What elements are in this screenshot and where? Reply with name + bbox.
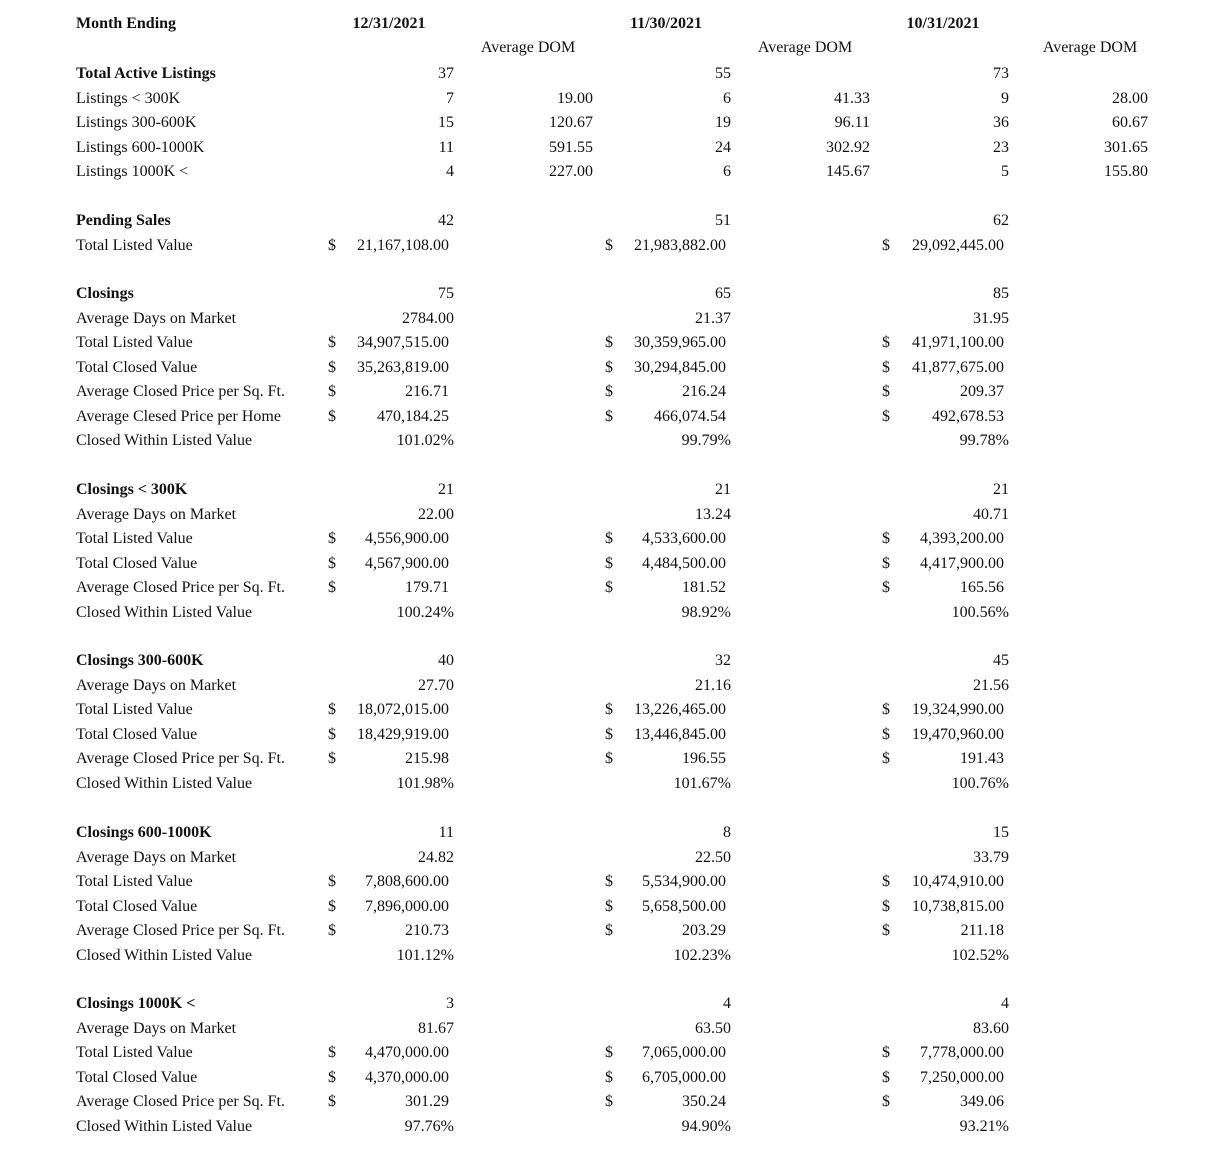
- row-label: Total Listed Value: [76, 530, 193, 547]
- section-title: Closings 1000K <: [76, 995, 196, 1012]
- currency-value: 21,167,108.00: [357, 237, 449, 254]
- average-dom-value: 28.00: [1112, 90, 1148, 107]
- numeric-value: 5: [1001, 163, 1009, 180]
- percent-value: 101.67%: [673, 775, 731, 792]
- currency-symbol: $: [328, 579, 336, 596]
- header-average-dom: Average DOM: [1042, 39, 1138, 56]
- row-label: Total Closed Value: [76, 555, 198, 572]
- currency-symbol: $: [882, 873, 890, 890]
- currency-symbol: $: [605, 726, 613, 743]
- currency-value: 4,370,000.00: [365, 1069, 449, 1086]
- section-total: 32: [715, 652, 731, 669]
- currency-symbol: $: [882, 1044, 890, 1061]
- currency-symbol: $: [328, 530, 336, 547]
- currency-value: 4,533,600.00: [642, 530, 726, 547]
- currency-value: 196.55: [682, 750, 726, 767]
- row-label: Average Days on Market: [76, 1020, 237, 1037]
- average-dom-value: 120.67: [549, 114, 593, 131]
- row-label: Average Closed Price per Sq. Ft.: [76, 1093, 285, 1110]
- percent-value: 101.98%: [396, 775, 454, 792]
- row-label: Average Closed Price per Sq. Ft.: [76, 383, 285, 400]
- header-month: 12/31/2021: [352, 15, 426, 32]
- numeric-value: 4: [446, 163, 454, 180]
- currency-symbol: $: [882, 1093, 890, 1110]
- numeric-value: 19: [715, 114, 731, 131]
- row-label: Total Listed Value: [76, 873, 193, 890]
- currency-symbol: $: [882, 898, 890, 915]
- percent-value: 101.02%: [396, 432, 454, 449]
- currency-value: 210.73: [405, 922, 449, 939]
- currency-value: 216.24: [682, 383, 726, 400]
- currency-symbol: $: [328, 237, 336, 254]
- average-dom-value: 301.65: [1104, 139, 1148, 156]
- percent-value: 93.21%: [959, 1118, 1009, 1135]
- numeric-value: 40.71: [973, 506, 1009, 523]
- currency-symbol: $: [605, 555, 613, 572]
- numeric-value: 2784.00: [402, 310, 454, 327]
- percent-value: 94.90%: [681, 1118, 731, 1135]
- row-label: Total Closed Value: [76, 726, 198, 743]
- section-title: Closings 600-1000K: [76, 824, 212, 841]
- currency-value: 4,567,900.00: [365, 555, 449, 572]
- percent-value: 100.76%: [951, 775, 1009, 792]
- currency-value: 30,294,845.00: [634, 359, 726, 376]
- numeric-value: 24: [715, 139, 731, 156]
- currency-value: 7,250,000.00: [920, 1069, 1004, 1086]
- section-total: 73: [993, 65, 1009, 82]
- currency-symbol: $: [328, 750, 336, 767]
- section-total: 55: [715, 65, 731, 82]
- average-dom-value: 302.92: [826, 139, 870, 156]
- section-total: 11: [438, 824, 454, 841]
- currency-symbol: $: [605, 237, 613, 254]
- row-label: Listings 600-1000K: [76, 139, 205, 156]
- row-label: Total Closed Value: [76, 898, 198, 915]
- currency-value: 35,263,819.00: [357, 359, 449, 376]
- row-label: Closed Within Listed Value: [76, 604, 253, 621]
- currency-value: 191.43: [960, 750, 1004, 767]
- currency-value: 13,446,845.00: [634, 726, 726, 743]
- numeric-value: 22.50: [695, 849, 731, 866]
- currency-value: 203.29: [682, 922, 726, 939]
- row-label: Total Listed Value: [76, 701, 193, 718]
- row-label: Listings < 300K: [76, 90, 181, 107]
- numeric-value: 33.79: [973, 849, 1009, 866]
- currency-value: 6,705,000.00: [642, 1069, 726, 1086]
- currency-value: 10,474,910.00: [912, 873, 1004, 890]
- currency-symbol: $: [882, 750, 890, 767]
- numeric-value: 31.95: [973, 310, 1009, 327]
- currency-symbol: $: [605, 1044, 613, 1061]
- percent-value: 101.12%: [396, 947, 454, 964]
- average-dom-value: 227.00: [549, 163, 593, 180]
- currency-symbol: $: [328, 408, 336, 425]
- numeric-value: 13.24: [695, 506, 731, 523]
- section-total: 40: [438, 652, 454, 669]
- numeric-value: 63.50: [695, 1020, 731, 1037]
- currency-symbol: $: [605, 530, 613, 547]
- percent-value: 98.92%: [681, 604, 731, 621]
- currency-value: 4,393,200.00: [920, 530, 1004, 547]
- section-total: 75: [438, 285, 454, 302]
- row-label: Average Days on Market: [76, 310, 237, 327]
- section-total: 8: [723, 824, 731, 841]
- section-total: 51: [715, 212, 731, 229]
- section-total: 65: [715, 285, 731, 302]
- currency-value: 7,896,000.00: [365, 898, 449, 915]
- numeric-value: 6: [723, 90, 731, 107]
- numeric-value: 15: [438, 114, 454, 131]
- currency-symbol: $: [882, 383, 890, 400]
- average-dom-value: 19.00: [557, 90, 593, 107]
- currency-value: 215.98: [405, 750, 449, 767]
- currency-value: 301.29: [405, 1093, 449, 1110]
- currency-symbol: $: [605, 1093, 613, 1110]
- row-label: Average Clesed Price per Home: [76, 408, 281, 425]
- currency-symbol: $: [328, 1069, 336, 1086]
- currency-symbol: $: [605, 579, 613, 596]
- header-average-dom: Average DOM: [757, 39, 853, 56]
- section-total: 37: [438, 65, 454, 82]
- numeric-value: 83.60: [973, 1020, 1009, 1037]
- currency-symbol: $: [882, 701, 890, 718]
- currency-value: 21,983,882.00: [634, 237, 726, 254]
- currency-value: 470,184.25: [377, 408, 449, 425]
- row-label: Average Closed Price per Sq. Ft.: [76, 579, 285, 596]
- section-total: 4: [723, 995, 731, 1012]
- currency-value: 181.52: [682, 579, 726, 596]
- header-month: 10/31/2021: [906, 15, 980, 32]
- currency-value: 211.18: [960, 922, 1004, 939]
- currency-value: 4,417,900.00: [920, 555, 1004, 572]
- currency-value: 179.71: [405, 579, 449, 596]
- currency-symbol: $: [605, 922, 613, 939]
- currency-symbol: $: [605, 408, 613, 425]
- currency-symbol: $: [882, 555, 890, 572]
- currency-symbol: $: [328, 922, 336, 939]
- currency-symbol: $: [328, 334, 336, 351]
- header-average-dom: Average DOM: [480, 39, 576, 56]
- currency-value: 165.56: [960, 579, 1004, 596]
- percent-value: 99.78%: [959, 432, 1009, 449]
- row-label: Total Listed Value: [76, 1044, 193, 1061]
- currency-symbol: $: [605, 750, 613, 767]
- currency-symbol: $: [328, 359, 336, 376]
- currency-symbol: $: [328, 898, 336, 915]
- currency-symbol: $: [882, 530, 890, 547]
- numeric-value: 6: [723, 163, 731, 180]
- currency-value: 209.37: [960, 383, 1004, 400]
- numeric-value: 21.37: [695, 310, 731, 327]
- numeric-value: 7: [446, 90, 454, 107]
- numeric-value: 22.00: [418, 506, 454, 523]
- currency-symbol: $: [328, 1093, 336, 1110]
- row-label: Average Days on Market: [76, 849, 237, 866]
- currency-symbol: $: [605, 873, 613, 890]
- row-label: Total Listed Value: [76, 237, 193, 254]
- currency-symbol: $: [882, 579, 890, 596]
- currency-symbol: $: [605, 898, 613, 915]
- currency-symbol: $: [882, 359, 890, 376]
- section-total: 21: [438, 481, 454, 498]
- section-total: 85: [993, 285, 1009, 302]
- numeric-value: 9: [1001, 90, 1009, 107]
- currency-value: 7,778,000.00: [920, 1044, 1004, 1061]
- row-label: Total Listed Value: [76, 334, 193, 351]
- currency-value: 466,074.54: [654, 408, 726, 425]
- row-label: Average Days on Market: [76, 506, 237, 523]
- currency-symbol: $: [328, 555, 336, 572]
- row-label: Listings 1000K <: [76, 163, 189, 180]
- currency-value: 41,971,100.00: [912, 334, 1004, 351]
- currency-symbol: $: [328, 873, 336, 890]
- currency-symbol: $: [882, 922, 890, 939]
- currency-symbol: $: [882, 237, 890, 254]
- currency-symbol: $: [882, 726, 890, 743]
- header-title: Month Ending: [76, 15, 177, 32]
- section-total: 3: [446, 995, 454, 1012]
- percent-value: 100.56%: [951, 604, 1009, 621]
- currency-symbol: $: [882, 408, 890, 425]
- average-dom-value: 96.11: [834, 114, 870, 131]
- section-title: Total Active Listings: [76, 65, 216, 82]
- section-total: 45: [993, 652, 1009, 669]
- percent-value: 102.23%: [673, 947, 731, 964]
- currency-symbol: $: [605, 701, 613, 718]
- currency-value: 10,738,815.00: [912, 898, 1004, 915]
- numeric-value: 11: [438, 139, 454, 156]
- percent-value: 100.24%: [396, 604, 454, 621]
- row-label: Closed Within Listed Value: [76, 432, 253, 449]
- currency-value: 30,359,965.00: [634, 334, 726, 351]
- section-title: Closings < 300K: [76, 481, 188, 498]
- row-label: Average Closed Price per Sq. Ft.: [76, 922, 285, 939]
- currency-value: 18,072,015.00: [357, 701, 449, 718]
- currency-symbol: $: [328, 726, 336, 743]
- numeric-value: 36: [993, 114, 1009, 131]
- row-label: Average Closed Price per Sq. Ft.: [76, 750, 285, 767]
- row-label: Closed Within Listed Value: [76, 947, 253, 964]
- numeric-value: 27.70: [418, 677, 454, 694]
- currency-value: 34,907,515.00: [357, 334, 449, 351]
- section-total: 4: [1001, 995, 1009, 1012]
- numeric-value: 23: [993, 139, 1009, 156]
- currency-symbol: $: [605, 383, 613, 400]
- row-label: Listings 300-600K: [76, 114, 197, 131]
- currency-value: 29,092,445.00: [912, 237, 1004, 254]
- currency-value: 4,556,900.00: [365, 530, 449, 547]
- currency-value: 4,484,500.00: [642, 555, 726, 572]
- section-title: Closings: [76, 285, 134, 302]
- currency-symbol: $: [882, 334, 890, 351]
- row-label: Total Closed Value: [76, 359, 198, 376]
- numeric-value: 81.67: [418, 1020, 454, 1037]
- section-total: 15: [993, 824, 1009, 841]
- currency-symbol: $: [605, 359, 613, 376]
- row-label: Average Days on Market: [76, 677, 237, 694]
- currency-symbol: $: [328, 1044, 336, 1061]
- currency-value: 19,470,960.00: [912, 726, 1004, 743]
- row-label: Closed Within Listed Value: [76, 1118, 253, 1135]
- currency-symbol: $: [882, 1069, 890, 1086]
- percent-value: 97.76%: [404, 1118, 454, 1135]
- row-label: Closed Within Listed Value: [76, 775, 253, 792]
- average-dom-value: 155.80: [1104, 163, 1148, 180]
- section-title: Closings 300-600K: [76, 652, 204, 669]
- average-dom-value: 591.55: [549, 139, 593, 156]
- percent-value: 102.52%: [951, 947, 1009, 964]
- currency-value: 492,678.53: [932, 408, 1004, 425]
- section-total: 21: [993, 481, 1009, 498]
- section-total: 62: [993, 212, 1009, 229]
- section-total: 21: [715, 481, 731, 498]
- currency-value: 216.71: [405, 383, 449, 400]
- currency-value: 13,226,465.00: [634, 701, 726, 718]
- currency-value: 7,808,600.00: [365, 873, 449, 890]
- numeric-value: 24.82: [418, 849, 454, 866]
- average-dom-value: 60.67: [1112, 114, 1148, 131]
- currency-value: 4,470,000.00: [365, 1044, 449, 1061]
- currency-value: 5,534,900.00: [642, 873, 726, 890]
- section-total: 42: [438, 212, 454, 229]
- row-label: Total Closed Value: [76, 1069, 198, 1086]
- currency-symbol: $: [328, 701, 336, 718]
- percent-value: 99.79%: [681, 432, 731, 449]
- numeric-value: 21.56: [973, 677, 1009, 694]
- currency-value: 7,065,000.00: [642, 1044, 726, 1061]
- numeric-value: 21.16: [695, 677, 731, 694]
- average-dom-value: 41.33: [834, 90, 870, 107]
- currency-symbol: $: [328, 383, 336, 400]
- currency-value: 350.24: [682, 1093, 726, 1110]
- header-month: 11/30/2021: [629, 15, 702, 32]
- currency-value: 18,429,919.00: [357, 726, 449, 743]
- currency-symbol: $: [605, 1069, 613, 1086]
- currency-value: 5,658,500.00: [642, 898, 726, 915]
- section-title: Pending Sales: [76, 212, 171, 229]
- currency-value: 349.06: [960, 1093, 1004, 1110]
- currency-value: 41,877,675.00: [912, 359, 1004, 376]
- currency-value: 19,324,990.00: [912, 701, 1004, 718]
- currency-symbol: $: [605, 334, 613, 351]
- average-dom-value: 145.67: [826, 163, 870, 180]
